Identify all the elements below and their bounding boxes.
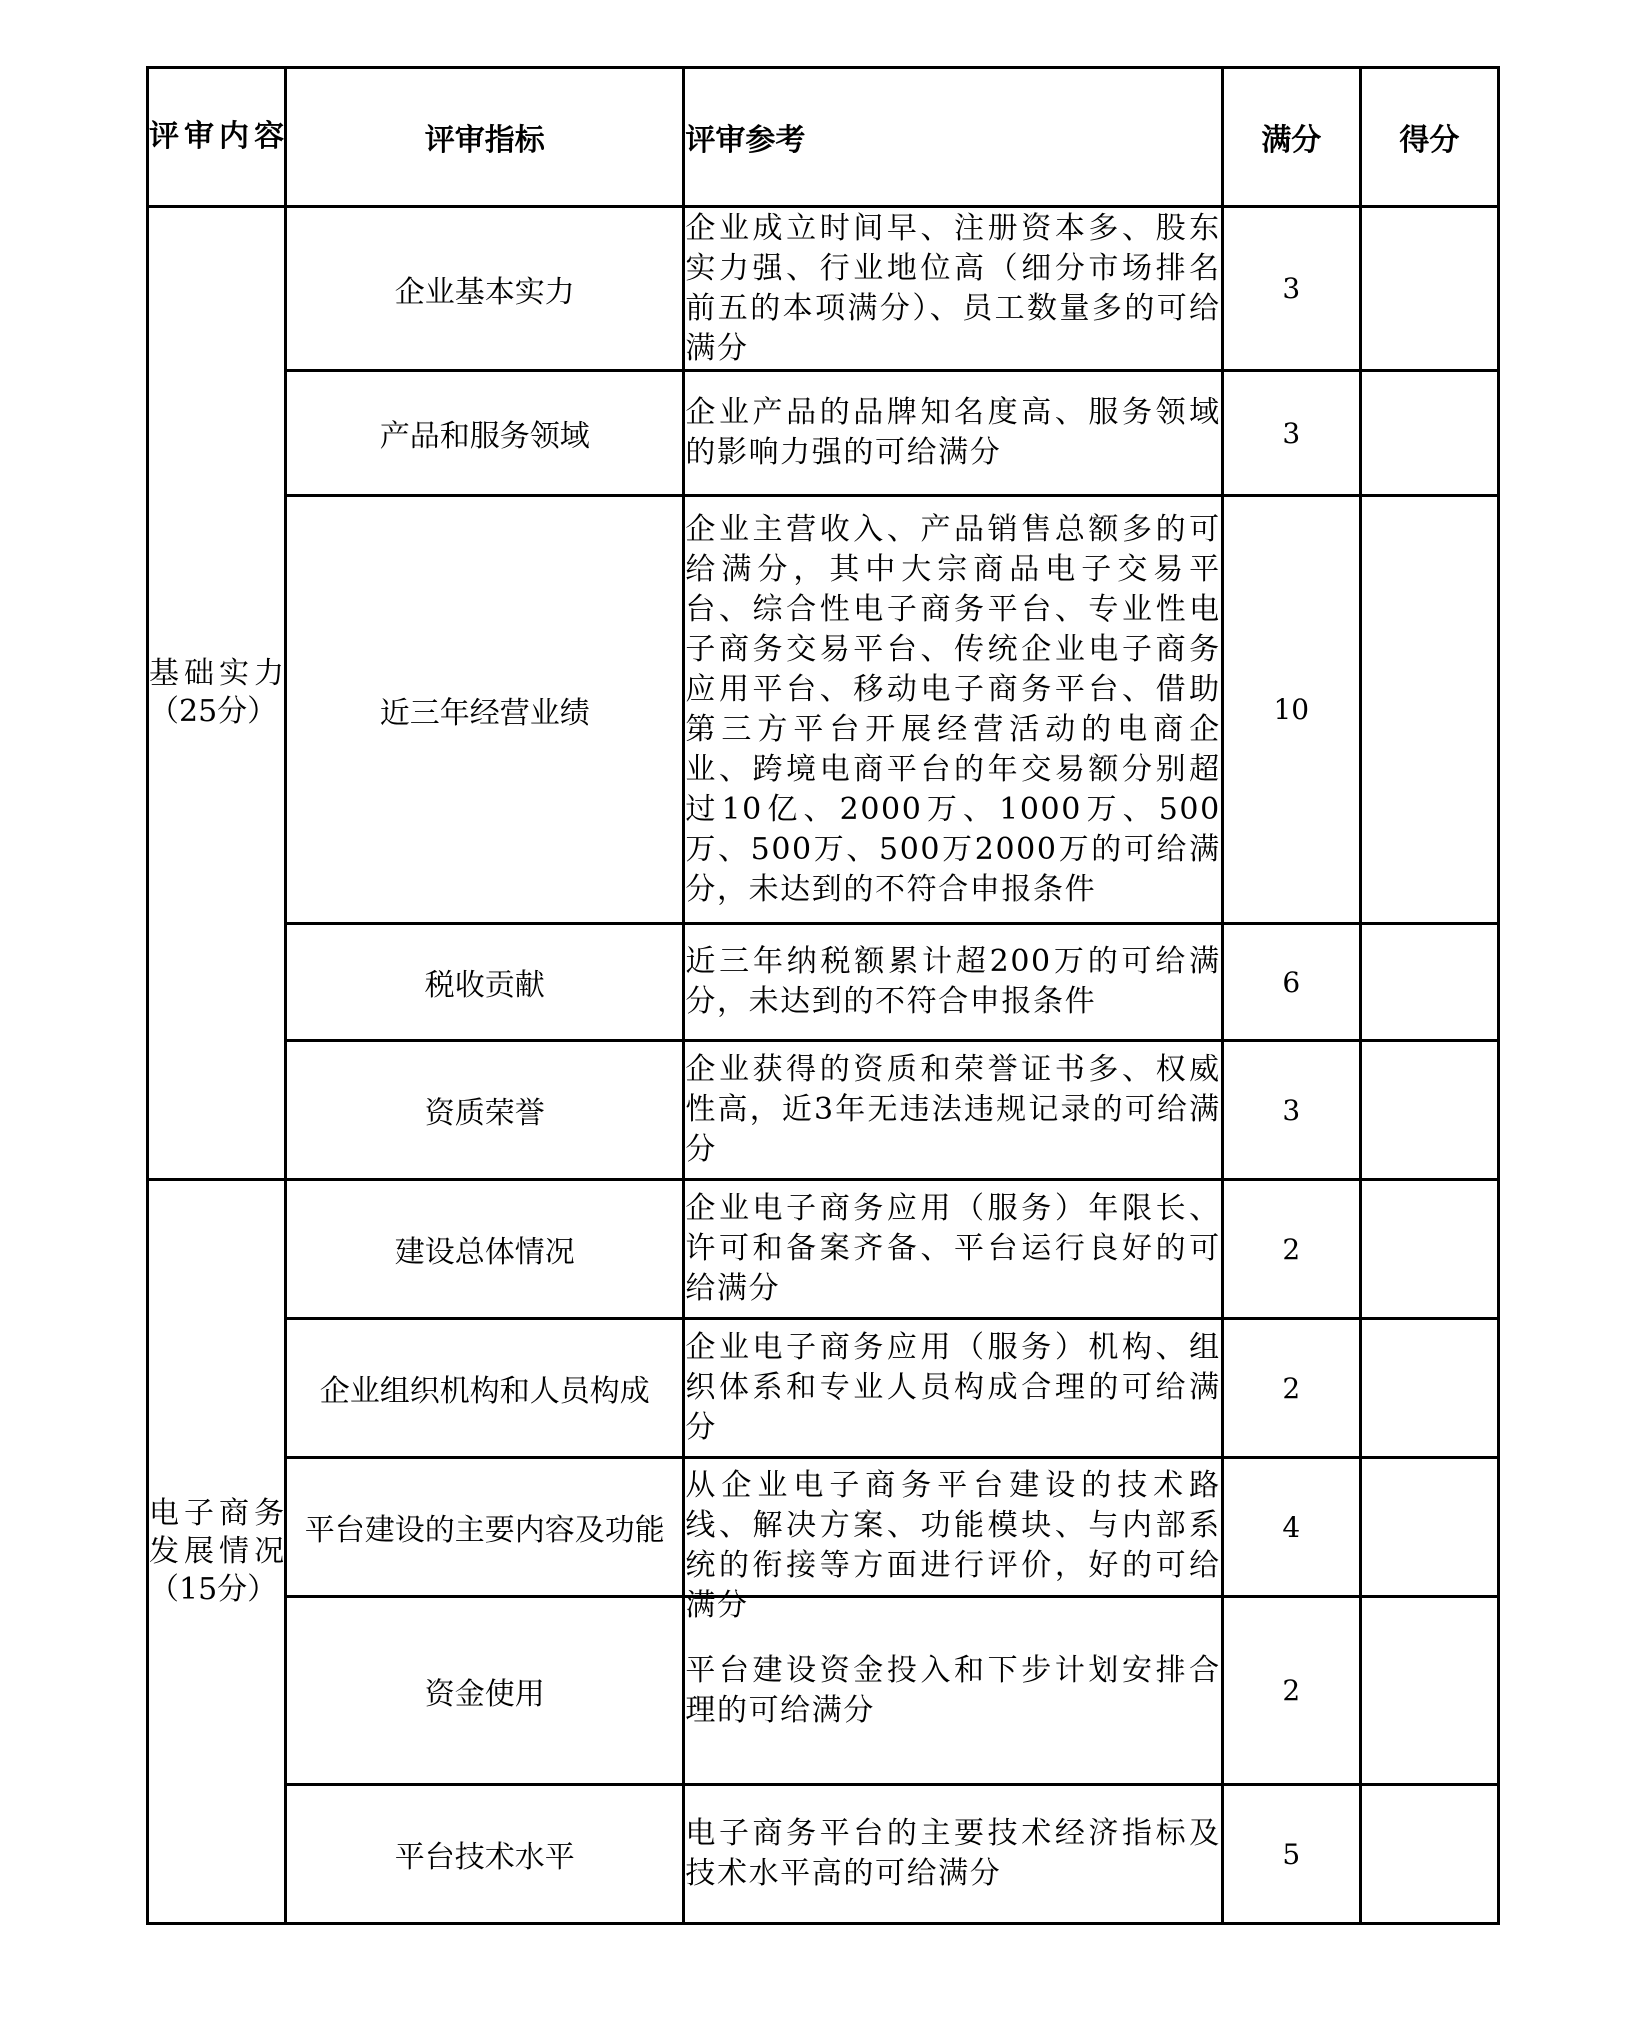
table-row <box>148 496 1499 924</box>
index-cell: 平台技术水平 <box>286 1785 684 1924</box>
score-cell[interactable] <box>1360 1180 1498 1319</box>
full-score-cell: 3 <box>1222 207 1360 371</box>
table-row <box>148 1180 1499 1319</box>
reference-cell: 企业产品的品牌知名度高、服务领域的影响力强的可给满分 <box>684 371 1222 496</box>
table-row <box>148 371 1499 496</box>
score-cell[interactable] <box>1360 1785 1498 1924</box>
table-row <box>148 924 1499 1041</box>
reference-cell: 企业电子商务应用（服务）年限长、许可和备案齐备、平台运行良好的可给满分 <box>684 1180 1222 1319</box>
full-score-cell: 4 <box>1222 1458 1360 1597</box>
reference-cell: 企业获得的资质和荣誉证书多、权威性高，近3年无违法违规记录的可给满分 <box>684 1041 1222 1180</box>
header-index: 评审指标 <box>286 68 684 207</box>
table-row <box>148 1597 1499 1785</box>
index-cell: 建设总体情况 <box>286 1180 684 1319</box>
reference-text: 从企业电子商务平台建设的技术路线、解决方案、功能模块、与内部系统的衔接等方面进行评价，好的可给满分 <box>685 1468 1221 1623</box>
full-score-cell: 5 <box>1222 1785 1360 1924</box>
review-table <box>146 66 1500 1925</box>
reference-cell: 企业主营收入、产品销售总额多的可给满分，其中大宗商品电子交易平台、综合性电子商务平台、专业性电子商务交易平台、传统企业电子商务应用平台、移动电子商务平台、借助第三方平台开展经营活动的电商企业、跨境电商平台的年交易额分别超过10亿、2000万、1000万、500万、500万、500万2000万的可给满分，未达到的不符合申报条件 <box>684 496 1222 924</box>
index-cell: 企业基本实力 <box>286 207 684 371</box>
score-cell[interactable] <box>1360 1458 1498 1597</box>
header-score: 得分 <box>1360 68 1498 207</box>
full-score-cell: 3 <box>1222 371 1360 496</box>
score-cell[interactable] <box>1360 924 1498 1041</box>
full-score-cell: 10 <box>1222 496 1360 924</box>
index-cell: 企业组织机构和人员构成 <box>286 1319 684 1458</box>
reference-cell: 电子商务平台的主要技术经济指标及技术水平高的可给满分 <box>684 1785 1222 1924</box>
index-cell: 资质荣誉 <box>286 1041 684 1180</box>
reference-cell: 企业成立时间早、注册资本多、股东实力强、行业地位高（细分市场排名前五的本项满分）、员工数量多的可给满分 <box>684 207 1222 371</box>
header-reference: 评审参考 <box>684 68 1222 207</box>
table-row <box>148 1041 1499 1180</box>
table-row <box>148 1785 1499 1924</box>
reference-cell: 近三年纳税额累计超200万的可给满分，未达到的不符合申报条件 <box>684 924 1222 1041</box>
score-cell[interactable] <box>1360 496 1498 924</box>
header-full-score: 满分 <box>1222 68 1360 207</box>
index-cell: 资金使用 <box>286 1597 684 1785</box>
header-row <box>148 68 1499 207</box>
reference-cell <box>684 1458 1222 1623</box>
table-row <box>148 1458 1499 1597</box>
index-cell: 税收贡献 <box>286 924 684 1041</box>
score-cell[interactable] <box>1360 207 1498 371</box>
index-cell: 产品和服务领域 <box>286 371 684 496</box>
group-label-basic-strength: 基础实力（25分） <box>148 207 286 1180</box>
full-score-cell: 2 <box>1222 1597 1360 1785</box>
score-cell[interactable] <box>1360 1041 1498 1180</box>
table-row <box>148 207 1499 371</box>
score-cell[interactable] <box>1360 371 1498 496</box>
full-score-cell: 2 <box>1222 1180 1360 1319</box>
reference-cell: 企业电子商务应用（服务）机构、组织体系和专业人员构成合理的可给满分 <box>684 1319 1222 1458</box>
full-score-cell: 3 <box>1222 1041 1360 1180</box>
full-score-cell: 6 <box>1222 924 1360 1041</box>
index-cell: 近三年经营业绩 <box>286 496 684 924</box>
full-score-cell: 2 <box>1222 1319 1360 1458</box>
score-cell[interactable] <box>1360 1319 1498 1458</box>
reference-cell: 平台建设资金投入和下步计划安排合理的可给满分 <box>684 1597 1222 1785</box>
header-content: 评审内容 <box>148 68 286 207</box>
table-row <box>148 1319 1499 1458</box>
index-cell: 平台建设的主要内容及功能 <box>286 1458 684 1597</box>
score-cell[interactable] <box>1360 1597 1498 1785</box>
group-label-ecommerce-development: 电子商务发展情况（15分） <box>148 1180 286 1924</box>
